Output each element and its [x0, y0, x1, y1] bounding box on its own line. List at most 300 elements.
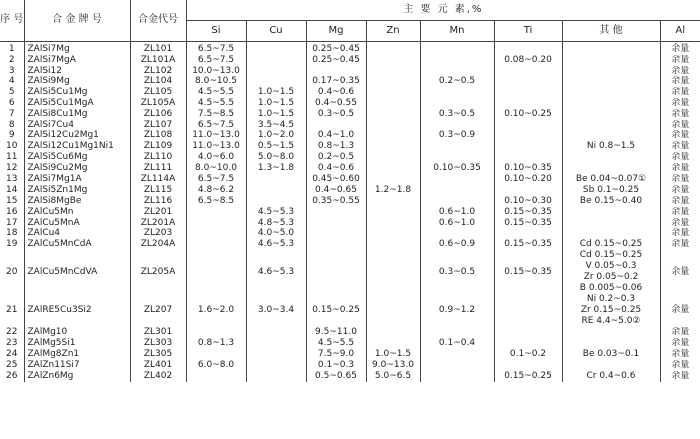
- cell-zn: [366, 163, 420, 174]
- cell-al: 余量: [671, 65, 690, 76]
- cell-no: 11: [0, 152, 24, 163]
- cell-cu: 3.5~4.5: [246, 120, 306, 131]
- cell-grade: ZAlCu4: [24, 228, 130, 239]
- table-row: [0, 174, 700, 185]
- cell-mg: 0.25~0.45: [306, 55, 366, 66]
- table-row: [0, 66, 700, 77]
- cell-al: 余量: [671, 87, 690, 98]
- cell-mg: 0.4~1.0: [306, 130, 366, 141]
- cell-mn: [420, 228, 494, 239]
- cell-cu: [246, 174, 306, 185]
- cell-cu: [246, 349, 306, 360]
- cell-code: ZL101: [130, 42, 186, 55]
- cell-code: ZL201: [130, 207, 186, 218]
- header-other: 其 他: [562, 21, 660, 42]
- cell-zn: [366, 76, 420, 87]
- cell-no: 3: [0, 66, 24, 77]
- cell-mn: [420, 371, 494, 382]
- cell-mn: 0.2~0.5: [420, 76, 494, 87]
- cell-mg: 0.5~0.65: [306, 371, 366, 382]
- cell-mg: 0.25~0.45: [306, 42, 366, 55]
- cell-no: 4: [0, 76, 24, 87]
- cell-si: 11.0~13.0: [186, 130, 246, 141]
- cell-si: 4.0~6.0: [186, 152, 246, 163]
- cell-al: 余量: [671, 337, 690, 348]
- table-row: [0, 338, 700, 349]
- cell-al: 余量: [671, 217, 690, 228]
- cell-si: 7.5~8.5: [186, 109, 246, 120]
- cell-other: [562, 120, 660, 131]
- cell-grade: ZAlSi9Mg: [24, 76, 130, 87]
- cell-ti: 0.10~0.35: [494, 163, 562, 174]
- cell-mg: [306, 218, 366, 229]
- cell-ti: [494, 120, 562, 131]
- cell-ti: [494, 228, 562, 239]
- cell-cu: [246, 42, 306, 55]
- cell-zn: [366, 109, 420, 120]
- cell-grade: ZAlSi12Cu2Mg1: [24, 130, 130, 141]
- cell-si: 8.0~10.0: [186, 163, 246, 174]
- cell-cu: [246, 185, 306, 196]
- cell-mn: 0.6~0.9: [420, 239, 494, 250]
- cell-zn: [366, 239, 420, 250]
- table-row: [0, 163, 700, 174]
- cell-no: 10: [0, 141, 24, 152]
- cell-grade: ZAlSi5Cu6Mg: [24, 152, 130, 163]
- cell-mg: 0.8~1.3: [306, 141, 366, 152]
- table-row: [0, 207, 700, 218]
- cell-code: ZL111: [130, 163, 186, 174]
- cell-zn: [366, 42, 420, 55]
- cell-cu: 1.0~1.5: [246, 109, 306, 120]
- cell-cu: [246, 371, 306, 382]
- cell-other: [562, 55, 660, 66]
- table-row: [0, 130, 700, 141]
- cell-other: [562, 87, 660, 98]
- cell-zn: 5.0~6.5: [366, 371, 420, 382]
- cell-other: [562, 327, 660, 338]
- cell-no: 9: [0, 130, 24, 141]
- cell-si: 6.5~8.5: [186, 196, 246, 207]
- cell-mn: [420, 174, 494, 185]
- cell-ti: [494, 98, 562, 109]
- cell-no: 8: [0, 120, 24, 131]
- table-row: [0, 109, 700, 120]
- cell-code: ZL109: [130, 141, 186, 152]
- cell-grade: ZAlMg5Si1: [24, 338, 130, 349]
- cell-zn: [366, 120, 420, 131]
- cell-ti: [494, 141, 562, 152]
- cell-cu: 4.6~5.3: [246, 239, 306, 250]
- cell-si: 6.5~7.5: [186, 120, 246, 131]
- cell-mg: [306, 228, 366, 239]
- table-row: [0, 98, 700, 109]
- table-row: [0, 42, 700, 55]
- cell-si: 6.5~7.5: [186, 42, 246, 55]
- cell-si: 4.8~6.2: [186, 185, 246, 196]
- cell-zn: [366, 327, 420, 338]
- cell-mn: [420, 185, 494, 196]
- cell-si: [186, 207, 246, 218]
- cell-code: ZL303: [130, 338, 186, 349]
- table-row: [0, 185, 700, 196]
- header-main-elements: 主 要 元 素,%: [186, 0, 700, 21]
- cell-no: 15: [0, 196, 24, 207]
- cell-code: ZL105: [130, 87, 186, 98]
- cell-other: [562, 163, 660, 174]
- table-row: [0, 55, 700, 66]
- cell-grade: ZAlSi7Mg1A: [24, 174, 130, 185]
- table-header: [0, 0, 700, 42]
- cell-cu: [246, 327, 306, 338]
- cell-grade: ZAlCu5MnA: [24, 218, 130, 229]
- cell-mg: 0.3~0.5: [306, 109, 366, 120]
- cell-mg: 0.17~0.35: [306, 76, 366, 87]
- cell-mn: [420, 55, 494, 66]
- cell-mg: [306, 207, 366, 218]
- cell-mg: 0.2~0.5: [306, 152, 366, 163]
- cell-cu: 4.0~5.0: [246, 228, 306, 239]
- cell-zn: [366, 250, 420, 294]
- cell-si: 8.0~10.5: [186, 76, 246, 87]
- cell-other: [562, 207, 660, 218]
- cell-code: ZL203: [130, 228, 186, 239]
- cell-other: [562, 218, 660, 229]
- cell-ti: 0.10~0.25: [494, 109, 562, 120]
- table-row: [0, 218, 700, 229]
- cell-no: 16: [0, 207, 24, 218]
- cell-grade: ZAlSi8MgBe: [24, 196, 130, 207]
- cell-mn: [420, 196, 494, 207]
- cell-no: 2: [0, 55, 24, 66]
- cell-mg: 0.1~0.3: [306, 360, 366, 371]
- header-al: Al: [660, 21, 700, 42]
- cell-cu: [246, 196, 306, 207]
- header-si: Si: [186, 21, 246, 42]
- table-row: [0, 152, 700, 163]
- cell-other: [562, 66, 660, 77]
- cell-ti: 0.15~0.25: [494, 371, 562, 382]
- cell-si: 11.0~13.0: [186, 141, 246, 152]
- cell-mn: 0.9~1.2: [420, 294, 494, 327]
- cell-mg: 0.15~0.25: [306, 294, 366, 327]
- cell-al: 余量: [671, 370, 690, 381]
- cell-zn: [366, 338, 420, 349]
- cell-grade: ZAlZn6Mg: [24, 371, 130, 382]
- cell-cu: 4.5~5.3: [246, 207, 306, 218]
- cell-grade: ZAlSi7MgA: [24, 55, 130, 66]
- cell-ti: [494, 42, 562, 55]
- table-row: [0, 228, 700, 239]
- cell-cu: [246, 55, 306, 66]
- cell-si: 4.5~5.5: [186, 98, 246, 109]
- cell-zn: [366, 218, 420, 229]
- cell-cu: [246, 66, 306, 77]
- cell-al: 余量: [671, 206, 690, 217]
- cell-al: 余量: [671, 108, 690, 119]
- cell-no: 21: [0, 294, 24, 327]
- cell-other: [562, 42, 660, 55]
- cell-code: ZL107: [130, 120, 186, 131]
- cell-code: ZL204A: [130, 239, 186, 250]
- cell-no: 14: [0, 185, 24, 196]
- cell-ti: [494, 185, 562, 196]
- cell-al: 余量: [671, 130, 690, 141]
- cell-mg: 0.4~0.55: [306, 98, 366, 109]
- cell-other: [562, 76, 660, 87]
- cell-zn: [366, 228, 420, 239]
- cell-cu: 0.5~1.5: [246, 141, 306, 152]
- cell-al: 余量: [671, 184, 690, 195]
- cell-si: 10.0~13.0: [186, 66, 246, 77]
- cell-code: ZL115: [130, 185, 186, 196]
- cell-other: Be 0.15~0.40: [562, 196, 660, 207]
- table-row: [0, 141, 700, 152]
- cell-si: [186, 218, 246, 229]
- table-body: [0, 42, 700, 382]
- cell-other: Cr 0.4~0.6: [562, 371, 660, 382]
- cell-no: 22: [0, 327, 24, 338]
- cell-si: [186, 228, 246, 239]
- cell-mn: [420, 87, 494, 98]
- cell-mg: 0.35~0.55: [306, 196, 366, 207]
- cell-ti: 0.10~0.30: [494, 196, 562, 207]
- cell-al: 余量: [671, 228, 690, 239]
- cell-mg: [306, 66, 366, 77]
- cell-zn: [366, 98, 420, 109]
- cell-other: Cd 0.15~0.25: [562, 239, 660, 250]
- cell-al: 余量: [671, 195, 690, 206]
- cell-cu: 1.0~2.0: [246, 130, 306, 141]
- table-row: [0, 250, 700, 294]
- table-row: [0, 294, 700, 327]
- cell-code: ZL301: [130, 327, 186, 338]
- table-row: [0, 327, 700, 338]
- cell-grade: ZAlSi5Zn1Mg: [24, 185, 130, 196]
- cell-ti: [494, 360, 562, 371]
- cell-al: 余量: [671, 266, 690, 277]
- cell-al: 余量: [671, 54, 690, 65]
- cell-cu: 4.6~5.3: [246, 250, 306, 294]
- cell-code: ZL402: [130, 371, 186, 382]
- cell-mn: 0.3~0.5: [420, 109, 494, 120]
- cell-grade: ZAlCu5MnCdA: [24, 239, 130, 250]
- cell-ti: 0.15~0.35: [494, 239, 562, 250]
- table-row: [0, 120, 700, 131]
- cell-cu: [246, 76, 306, 87]
- cell-mn: [420, 141, 494, 152]
- cell-other: Sb 0.1~0.25: [562, 185, 660, 196]
- cell-zn: [366, 174, 420, 185]
- cell-al: 余量: [671, 305, 690, 316]
- cell-si: 4.5~5.5: [186, 87, 246, 98]
- cell-code: ZL102: [130, 66, 186, 77]
- cell-grade: ZAlSi12: [24, 66, 130, 77]
- cell-mn: 0.3~0.9: [420, 130, 494, 141]
- cell-code: ZL114A: [130, 174, 186, 185]
- cell-mn: [420, 42, 494, 55]
- cell-ti: [494, 152, 562, 163]
- cell-mg: 0.4~0.6: [306, 163, 366, 174]
- cell-cu: 1.3~1.8: [246, 163, 306, 174]
- cell-grade: ZAlMg8Zn1: [24, 349, 130, 360]
- cell-mn: 0.6~1.0: [420, 218, 494, 229]
- header-code: 合金代号: [130, 0, 186, 42]
- cell-mn: [420, 98, 494, 109]
- cell-mn: [420, 120, 494, 131]
- cell-other: [562, 98, 660, 109]
- cell-code: ZL104: [130, 76, 186, 87]
- cell-zn: [366, 207, 420, 218]
- cell-ti: [494, 87, 562, 98]
- cell-ti: 0.15~0.35: [494, 250, 562, 294]
- cell-no: 20: [0, 250, 24, 294]
- cell-zn: [366, 55, 420, 66]
- header-grade: 合 金 牌 号: [24, 0, 130, 42]
- cell-cu: 4.8~5.3: [246, 218, 306, 229]
- header-no: 序 号: [0, 0, 24, 42]
- cell-si: [186, 349, 246, 360]
- cell-no: 5: [0, 87, 24, 98]
- cell-mg: 4.5~5.5: [306, 338, 366, 349]
- header-mg: Mg: [306, 21, 366, 42]
- cell-al: 余量: [671, 239, 690, 250]
- cell-zn: [366, 152, 420, 163]
- cell-other: [562, 360, 660, 371]
- cell-code: ZL116: [130, 196, 186, 207]
- table-row: [0, 87, 700, 98]
- cell-other: [562, 228, 660, 239]
- cell-cu: 5.0~8.0: [246, 152, 306, 163]
- cell-code: ZL201A: [130, 218, 186, 229]
- cell-zn: [366, 130, 420, 141]
- cell-cu: 1.0~1.5: [246, 87, 306, 98]
- cell-no: 12: [0, 163, 24, 174]
- cell-si: [186, 239, 246, 250]
- cell-grade: ZAlRE5Cu3Si2: [24, 294, 130, 327]
- cell-mn: [420, 152, 494, 163]
- table-row: [0, 360, 700, 371]
- cell-grade: ZAlMg10: [24, 327, 130, 338]
- cell-grade: ZAlSi9Cu2Mg: [24, 163, 130, 174]
- cell-no: 7: [0, 109, 24, 120]
- cell-grade: ZAlCu5Mn: [24, 207, 130, 218]
- header-ti: Ti: [494, 21, 562, 42]
- cell-si: 1.6~2.0: [186, 294, 246, 327]
- cell-zn: 1.2~1.8: [366, 185, 420, 196]
- cell-mn: [420, 349, 494, 360]
- cell-other: [562, 130, 660, 141]
- cell-ti: [494, 76, 562, 87]
- cell-si: 0.8~1.3: [186, 338, 246, 349]
- cell-no: 18: [0, 228, 24, 239]
- cell-code: ZL108: [130, 130, 186, 141]
- cell-mg: 0.4~0.65: [306, 185, 366, 196]
- cell-other: Cd 0.15~0.25 V 0.05~0.3 Zr 0.05~0.2 B 0.005~0.06: [562, 250, 660, 294]
- cell-no: 6: [0, 98, 24, 109]
- cell-al: 余量: [671, 152, 690, 163]
- cell-si: 6.5~7.5: [186, 174, 246, 185]
- cell-mg: 7.5~9.0: [306, 349, 366, 360]
- cell-al: 余量: [671, 348, 690, 359]
- cell-grade: ZAlSi12Cu1Mg1Ni1: [24, 141, 130, 152]
- table-row: [0, 196, 700, 207]
- cell-code: ZL305: [130, 349, 186, 360]
- cell-si: 6.5~7.5: [186, 55, 246, 66]
- header-zn: Zn: [366, 21, 420, 42]
- cell-zn: [366, 87, 420, 98]
- cell-grade: ZAlSi5Cu1Mg: [24, 87, 130, 98]
- cell-ti: [494, 294, 562, 327]
- cell-al: 余量: [671, 97, 690, 108]
- cell-code: ZL106: [130, 109, 186, 120]
- cell-no: 26: [0, 371, 24, 382]
- cell-ti: 0.08~0.20: [494, 55, 562, 66]
- table-row: [0, 349, 700, 360]
- cell-ti: 0.10~0.20: [494, 174, 562, 185]
- table-row: [0, 76, 700, 87]
- cell-no: 17: [0, 218, 24, 229]
- cell-al: 余量: [671, 327, 690, 338]
- cell-no: 13: [0, 174, 24, 185]
- cell-ti: 0.15~0.35: [494, 218, 562, 229]
- cell-grade: ZAlZn11Si7: [24, 360, 130, 371]
- cell-code: ZL401: [130, 360, 186, 371]
- cell-code: ZL101A: [130, 55, 186, 66]
- cell-si: [186, 371, 246, 382]
- cell-zn: [366, 66, 420, 77]
- cell-mg: [306, 120, 366, 131]
- cell-zn: 9.0~13.0: [366, 360, 420, 371]
- cell-zn: 1.0~1.5: [366, 349, 420, 360]
- cell-mn: 0.3~0.5: [420, 250, 494, 294]
- cell-other: Be 0.04~0.07①: [562, 174, 660, 185]
- cell-zn: [366, 196, 420, 207]
- cell-ti: [494, 338, 562, 349]
- cell-al: 余量: [671, 173, 690, 184]
- cell-ti: [494, 66, 562, 77]
- cell-ti: 0.1~0.2: [494, 349, 562, 360]
- cell-mg: 9.5~11.0: [306, 327, 366, 338]
- cell-mn: [420, 66, 494, 77]
- cell-other: Ni 0.8~1.5: [562, 141, 660, 152]
- cell-grade: ZAlSi5Cu1MgA: [24, 98, 130, 109]
- table-row: [0, 239, 700, 250]
- cell-mg: [306, 239, 366, 250]
- cell-other: [562, 152, 660, 163]
- cell-other: Be 0.03~0.1: [562, 349, 660, 360]
- cell-grade: ZAlCu5MnCdVA: [24, 250, 130, 294]
- cell-al: 余量: [671, 359, 690, 370]
- cell-al: 余量: [671, 76, 690, 87]
- cell-mg: 0.4~0.6: [306, 87, 366, 98]
- cell-mn: 0.10~0.35: [420, 163, 494, 174]
- cell-si: 6.0~8.0: [186, 360, 246, 371]
- cell-code: ZL207: [130, 294, 186, 327]
- cell-ti: [494, 327, 562, 338]
- cell-al: 余量: [671, 44, 690, 54]
- cell-code: ZL205A: [130, 250, 186, 294]
- cell-other: [562, 338, 660, 349]
- cell-mg: 0.45~0.60: [306, 174, 366, 185]
- cell-no: 19: [0, 239, 24, 250]
- cell-code: ZL110: [130, 152, 186, 163]
- cell-cu: [246, 360, 306, 371]
- cell-ti: 0.15~0.35: [494, 207, 562, 218]
- cell-al: 余量: [671, 162, 690, 173]
- cell-zn: [366, 141, 420, 152]
- cell-mn: 0.1~0.4: [420, 338, 494, 349]
